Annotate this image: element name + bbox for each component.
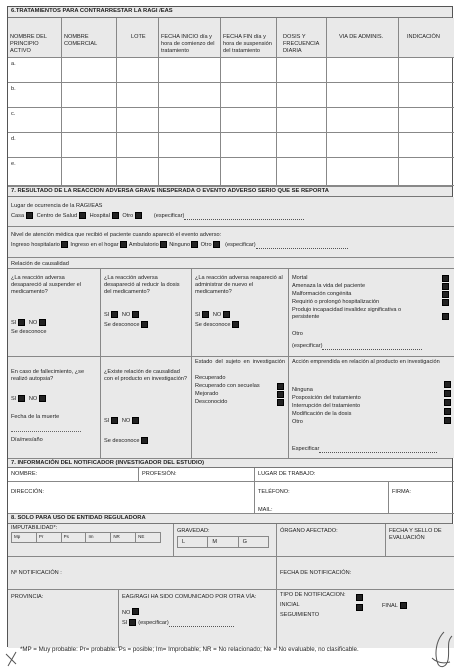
estado-secuelas-checkbox[interactable]	[277, 383, 284, 390]
outcome-amenaza: Amenaza la vida del paciente	[292, 283, 366, 289]
fecha-muerte: Fecha de la muerte	[11, 414, 60, 420]
outcome-especificar: (especificar)	[292, 343, 422, 350]
gravedad-l[interactable]: L	[178, 537, 208, 547]
q1-desconoce: Se desconoce	[11, 329, 47, 335]
eag-no: NO	[122, 610, 141, 617]
outcome-amenaza-checkbox[interactable]	[442, 283, 449, 290]
q-causalidad: ¿Existe relación de causalidad con el producto en investigación?	[104, 369, 188, 382]
imputabilidad-label: IMPUTABILIDAD*:	[11, 525, 58, 531]
accion-modificacion: Modificación de la dosis	[292, 411, 352, 417]
q5-no-checkbox[interactable]	[132, 417, 139, 424]
q1-no-checkbox[interactable]	[39, 319, 46, 326]
q2-no-checkbox[interactable]	[132, 311, 139, 318]
checkbox-hospital[interactable]	[112, 212, 119, 219]
table-row[interactable]: e.	[8, 158, 454, 186]
fecha-notificacion[interactable]: FECHA DE NOTIFICACIÓN:	[280, 570, 352, 576]
q-reaparecio: ¿La reacción adversa reapareció al administrar de nuevo el medicamento?	[195, 275, 283, 295]
notifier-nombre[interactable]: NOMBRE:	[11, 471, 38, 477]
checkbox-ingreso-hogar[interactable]	[120, 241, 127, 248]
accion-otro: Otro	[292, 419, 303, 425]
estado-secuelas: Recuperado con secuelas	[195, 383, 260, 389]
checkbox-ambulatorio[interactable]	[160, 241, 167, 248]
tipo-final: FINAL	[382, 602, 409, 610]
q2-options: SI NO	[104, 311, 141, 319]
accion-especificar: Especificar	[292, 446, 437, 453]
regulatory-block	[8, 524, 454, 648]
outcomes-list	[292, 271, 452, 357]
imput-im[interactable]: Im	[86, 533, 111, 542]
q1-options: SI NO	[11, 319, 48, 327]
imput-ne[interactable]: NE	[138, 534, 145, 539]
report-form	[7, 6, 453, 647]
q-autopsia: En caso de fallecimiento, ¿se realizó autopsia?	[11, 369, 85, 382]
col-principio: NOMBRE DEL PRINCIPIO ACTIVO	[10, 34, 47, 54]
col-lote: LOTE	[116, 18, 158, 58]
organo-afectado[interactable]: ÓRGANO AFECTADO:	[280, 528, 338, 534]
checkbox-centro-salud[interactable]	[79, 212, 86, 219]
gravedad-g[interactable]: G	[242, 539, 248, 545]
nivel-label: Nivel de atención médica que recibió el paciente cuando apareció el evento adverso:	[11, 232, 222, 238]
estado-label: Estado del sujeto en investigación	[195, 359, 285, 365]
accion-posposicion-checkbox[interactable]	[444, 390, 451, 397]
dia-mes-ano: Día/mes/año	[11, 437, 43, 443]
accion-especificar-line[interactable]	[319, 448, 437, 453]
tipo-inicial: INICIAL	[280, 602, 300, 608]
especificar-line[interactable]	[184, 215, 304, 220]
imputabilidad-options	[11, 532, 161, 543]
q1-si-checkbox[interactable]	[18, 319, 25, 326]
relacion-label: Relación de causalidad	[11, 261, 69, 267]
signature-mark	[426, 628, 458, 672]
q-desaparecio-suspender: ¿La reacción adversa desapareció al suspender el medicamento?	[11, 275, 81, 295]
imput-nr[interactable]: NR	[111, 533, 136, 542]
checkbox-otro[interactable]	[135, 212, 142, 219]
imput-ps[interactable]: Ps	[62, 533, 87, 542]
col-via: VIA DE ADMINIS.	[326, 18, 398, 58]
q3-no-checkbox[interactable]	[223, 311, 230, 318]
footnote: *MP = Muy probable: Pr= probable: Ps = posible; Im= Improbable; NR = No relacionado; Ne = No evaluable, no clasificable.	[20, 646, 359, 653]
table-row[interactable]: d.	[8, 133, 454, 158]
notifier-mail[interactable]: MAIL:	[258, 507, 273, 513]
num-notificacion[interactable]: Nº NOTIFICACIÓN :	[11, 570, 62, 576]
outcome-hospitalizacion-checkbox[interactable]	[442, 299, 449, 306]
accion-otro-checkbox[interactable]	[444, 417, 451, 424]
provincia[interactable]: PROVINCIA:	[11, 594, 44, 600]
notifier-telefono[interactable]: TELÉFONO:	[258, 489, 290, 495]
q3-options: SI NO	[195, 311, 232, 319]
q-desaparecio-reducir: ¿La reacción adversa desapareció al reducir la dosis del medicamento?	[104, 275, 180, 295]
nivel-options: Ingreso hospitalario Ingreso en el hogar Ambulatorio Ninguno Otro (especificar)	[11, 241, 348, 249]
outcome-otro: Otro	[292, 331, 303, 337]
outcome-incapacidad: Produjo incapacidad invalidez significativa o persistente	[292, 307, 402, 320]
accion-ninguna-checkbox[interactable]	[444, 381, 451, 388]
col-comercial: NOMBRE COMERCIAL	[61, 18, 116, 58]
lugar-label: Lugar de ocurrencia de la RAGI/EAS	[11, 203, 103, 209]
outcome-malformacion-checkbox[interactable]	[442, 291, 449, 298]
treatments-table	[8, 18, 454, 186]
tipo-final-checkbox[interactable]	[400, 602, 407, 609]
estado-desconocido-checkbox[interactable]	[277, 399, 284, 406]
lugar-block	[8, 197, 454, 227]
q4-options: SI NO	[11, 395, 48, 403]
accion-label: Acción emprendida en relación al producto en investigación	[292, 359, 440, 365]
eag-si-checkbox[interactable]	[129, 619, 136, 626]
q5-desconoce-checkbox[interactable]	[141, 437, 148, 444]
treatments-header	[8, 18, 454, 58]
tipo-label: TIPO DE NOTIFICACION:	[280, 592, 346, 598]
eag-no-checkbox[interactable]	[132, 608, 139, 615]
section-8-title: 8. SOLO PARA USO DE ENTIDAD REGULADORA	[8, 514, 452, 524]
checkbox-nivel-otro[interactable]	[213, 241, 220, 248]
estado-recuperado: Recuperado	[195, 375, 226, 381]
notifier-block	[8, 468, 454, 514]
checkbox-ninguno[interactable]	[191, 241, 198, 248]
col-fecha-inicio: FECHA INICIO día y hora de comienzo del tratamiento	[158, 18, 220, 58]
initials-mark	[4, 650, 24, 668]
col-indicacion: INDICACIÓN	[398, 18, 454, 58]
q3-desconoce-checkbox[interactable]	[232, 321, 239, 328]
estado-mejorado: Mejorado	[195, 391, 219, 397]
q4-si-checkbox[interactable]	[18, 395, 25, 402]
col-fecha-fin: FECHA FIN día y hora de suspensión del tratamiento	[220, 18, 276, 58]
outcome-mortal: Mortal	[292, 275, 308, 281]
eag-si: SI (especificar)	[122, 619, 234, 627]
relacion-block	[8, 258, 454, 269]
estado-desconocido: Desconocido	[195, 399, 228, 405]
outcome-malformacion: Malformación congénita	[292, 291, 352, 297]
q5-si-checkbox[interactable]	[111, 417, 118, 424]
checkbox-ingreso-hosp[interactable]	[61, 241, 68, 248]
lugar-options: Casa Centro de Salud Hospital Otro (especificar)	[11, 212, 304, 220]
notifier-direccion[interactable]: DIRECCIÓN:	[11, 489, 44, 495]
accion-ninguna: Ninguna	[292, 387, 313, 393]
causality-grid	[8, 269, 454, 458]
notifier-firma[interactable]: FIRMA:	[392, 489, 411, 495]
accion-posposicion: Posposición del tratamiento	[292, 395, 361, 401]
eag-especificar-line[interactable]	[169, 622, 234, 627]
q4-no-checkbox[interactable]	[39, 395, 46, 402]
eag-label: EAG/RAGI HA SIDO COMUNICADO POR OTRA VÍA:	[122, 594, 257, 600]
nivel-block	[8, 227, 454, 258]
gravedad-label: GRAVEDAD:	[177, 528, 210, 534]
q5-desconoce: Se desconoce	[104, 437, 150, 445]
q2-desconoce-checkbox[interactable]	[141, 321, 148, 328]
table-row[interactable]: a.	[8, 58, 454, 83]
checkbox-casa[interactable]	[26, 212, 33, 219]
tipo-inicial-checkbox[interactable]	[356, 594, 363, 601]
nivel-especificar-line[interactable]	[256, 244, 348, 249]
section-7-title: 7. RESULTADO DE LA REACCION ADVERSA GRAVE INESPERADA O EVENTO ADVERSO SERIO QUE SE REPORTA	[8, 186, 452, 197]
q2-si-checkbox[interactable]	[111, 311, 118, 318]
imput-pr[interactable]: Pr	[37, 533, 62, 542]
accion-interrupcion: Interrupción del tratamiento	[292, 403, 361, 409]
gravedad-m[interactable]: M	[208, 537, 238, 547]
accion-modificacion-checkbox[interactable]	[444, 408, 451, 415]
imput-mp[interactable]: Mp	[12, 533, 37, 542]
fecha-sello[interactable]: FECHA Y SELLO DE EVALUACIÓN	[389, 528, 442, 541]
estado-mejorado-checkbox[interactable]	[277, 391, 284, 398]
q5-options: SI NO	[104, 417, 141, 425]
table-row[interactable]: c.	[8, 108, 454, 133]
col-dosis: DOSIS Y FRECUENCIA DIARIA	[276, 18, 326, 58]
outcome-especificar-line[interactable]	[322, 345, 422, 350]
table-row[interactable]: b.	[8, 83, 454, 108]
notifier-title: 7. INFORMACIÓN DEL NOTIFICADOR (INVESTIGADOR DEL ESTUDIO)	[8, 458, 452, 468]
q3-desconoce: Se desconoce	[195, 321, 241, 329]
tipo-seguimiento: SEGUIMIENTO	[280, 612, 320, 618]
outcome-hospitalizacion: Requirió o prolongó hospitalización	[292, 299, 380, 305]
tipo-seguimiento-checkbox[interactable]	[356, 604, 363, 611]
accion-interrupcion-checkbox[interactable]	[444, 399, 451, 406]
outcome-incapacidad-checkbox[interactable]	[442, 313, 449, 320]
gravedad-options	[177, 536, 269, 548]
notifier-profesion[interactable]: PROFESIÓN:	[142, 471, 177, 477]
outcome-mortal-checkbox[interactable]	[442, 275, 449, 282]
notifier-lugar[interactable]: LUGAR DE TRABAJO:	[258, 471, 316, 477]
section-6-title: 6.TRATAMIENTOS PARA CONTRARRESTAR LA RAGI /EAS	[8, 7, 452, 18]
q2-desconoce: Se desconoce	[104, 321, 150, 329]
q3-si-checkbox[interactable]	[202, 311, 209, 318]
